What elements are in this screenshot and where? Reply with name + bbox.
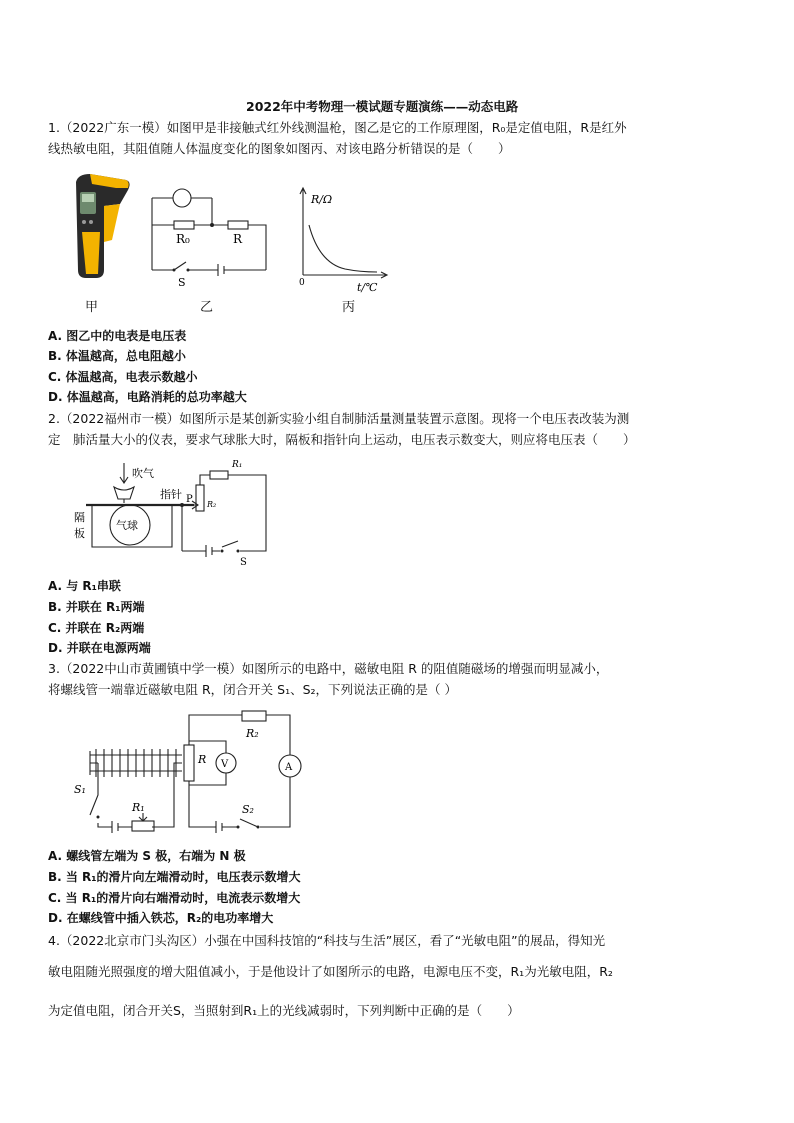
q1-circuit-diagram (140, 180, 280, 289)
q3-option-c: C. 当 R₁的滑片向右端滑动时，电流表示数增大 (48, 891, 301, 905)
q1-option-d: D. 体温越高，电路消耗的总功率越大 (48, 390, 247, 404)
q2-blow-label: 吹气 (132, 467, 154, 480)
q3-s1-label: S₁ (74, 783, 86, 796)
q1-s-label: S (178, 276, 186, 289)
q1-text-line1: 1.（2022广东一模）如图甲是非接触式红外线测温枪，图乙是它的工作原理图，R₀是定值电阻，R是红外 (48, 120, 627, 135)
q4-text-line1: 4.（2022北京市门头沟区）小强在中国科技馆的“科技与生活”展区，看了“光敏电阻”的展品，得知光 (48, 933, 606, 948)
q3-r-label: R (198, 753, 207, 766)
q2-r2-label: R₂ (207, 500, 217, 509)
q3-text-line1: 3.（2022中山市黄圃镇中学一模）如图所示的电路中，磁敏电阻 R 的阻值随磁场的增强而明显减小， (48, 661, 609, 676)
thermometer-gun-image (70, 170, 140, 285)
q2-option-b: B. 并联在 R₁两端 (48, 600, 145, 614)
q1-graph-origin-label: 0 (299, 278, 305, 288)
q2-option-d: D. 并联在电源两端 (48, 641, 151, 655)
fig-bing-caption: 丙 (342, 300, 356, 315)
q2-r1-label: R₁ (232, 460, 243, 470)
q1-text-line2: 线热敏电阻，其阻值随人体温度变化的图象如图丙、对该电路分析错误的是（ ） (48, 141, 511, 156)
q1-graph-yaxis-label: R/Ω (311, 193, 333, 206)
q2-option-a: A. 与 R₁串联 (48, 579, 121, 593)
q3-option-b: B. 当 R₁的滑片向左端滑动时，电压表示数增大 (48, 870, 301, 884)
q1-graph-xaxis-label: t/℃ (357, 281, 378, 294)
q3-option-a: A. 螺线管左端为 S 极，右端为 N 极 (48, 849, 246, 863)
q1-r-label: R (233, 232, 243, 246)
q4-text-line3: 为定值电阻，闭合开关S，当照射到R₁上的光线减弱时，下列判断中正确的是（ ） (48, 1003, 520, 1018)
q1-resistance-graph (295, 185, 395, 294)
q2-option-c: C. 并联在 R₂两端 (48, 621, 145, 635)
q3-option-d: D. 在螺线管中插入铁芯，R₂的电功率增大 (48, 911, 274, 925)
q2-s-label: S (240, 557, 247, 568)
q2-text-line1: 2.（2022福州市一模）如图所示是某创新实验小组自制肺活量测量装置示意图。现将一个电压表改装为测 (48, 411, 630, 426)
q3-voltmeter-label: V (221, 759, 229, 770)
q2-plate-label-2: 板 (74, 527, 85, 540)
q3-r1-label: R₁ (132, 801, 145, 814)
q2-p-label: P (186, 494, 193, 505)
q2-text-line2: 定 肺活量大小的仪表，要求气球胀大时，隔板和指针向上运动，电压表示数变大，则应将电压表（ ） (48, 432, 636, 447)
q1-option-a: A. 图乙中的电表是电压表 (48, 329, 187, 343)
q3-r2-label: R₂ (246, 727, 259, 740)
q3-ammeter-label: A (285, 762, 293, 773)
q3-text-line2: 将螺线管一端靠近磁敏电阻 R，闭合开关 S₁、S₂，下列说法正确的是（ ） (48, 682, 457, 697)
q3-s2-label: S₂ (242, 803, 254, 816)
q1-r0-label: R₀ (176, 232, 190, 246)
fig-yi-caption: 乙 (200, 300, 214, 315)
q2-lung-capacity-diagram (72, 455, 277, 570)
q3-circuit-diagram (72, 705, 312, 835)
q2-pointer-label: 指针 (160, 488, 182, 501)
q2-balloon-label: 气球 (116, 519, 138, 532)
q2-plate-label-1: 隔 (74, 511, 85, 524)
fig-jia-caption: 甲 (85, 300, 99, 315)
q1-option-c: C. 体温越高，电表示数越小 (48, 370, 198, 384)
q4-text-line2: 敏电阻随光照强度的增大阻值减小，于是他设计了如图所示的电路，电源电压不变，R₁为光敏电阻，R₂ (48, 964, 613, 979)
page-title: 2022年中考物理一模试题专题演练——动态电路 (246, 99, 519, 114)
q1-option-b: B. 体温越高，总电阻越小 (48, 349, 186, 363)
